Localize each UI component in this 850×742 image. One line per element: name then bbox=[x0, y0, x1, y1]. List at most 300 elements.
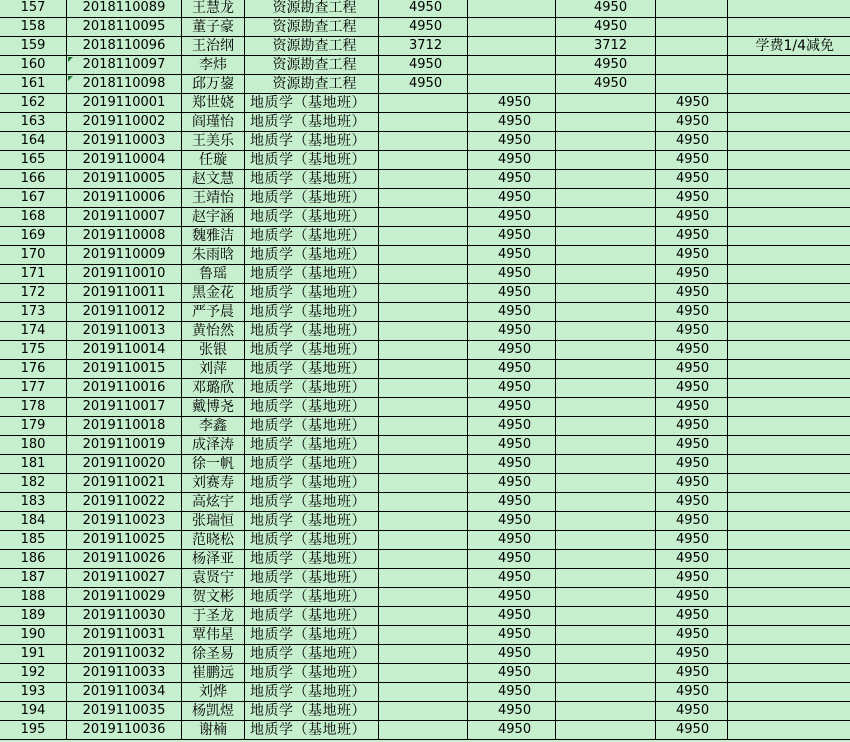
fee-column-4-cell[interactable]: 4950 bbox=[656, 607, 728, 626]
row-number-cell[interactable]: 176 bbox=[0, 360, 67, 379]
fee-column-2-cell[interactable]: 4950 bbox=[468, 360, 556, 379]
fee-column-2-cell[interactable]: 4950 bbox=[468, 683, 556, 702]
row-number-cell[interactable]: 177 bbox=[0, 379, 67, 398]
row-number-cell[interactable]: 193 bbox=[0, 683, 67, 702]
major-cell[interactable]: 地质学（基地班） bbox=[245, 132, 379, 151]
note-cell[interactable] bbox=[728, 702, 850, 721]
note-cell[interactable] bbox=[728, 360, 850, 379]
student-id-cell[interactable]: 2019110001 bbox=[67, 94, 182, 113]
fee-column-3-cell[interactable] bbox=[556, 645, 656, 664]
note-cell[interactable] bbox=[728, 189, 850, 208]
student-id-cell[interactable]: 2018110095 bbox=[67, 18, 182, 37]
student-id-cell[interactable]: 2019110023 bbox=[67, 512, 182, 531]
fee-column-3-cell[interactable] bbox=[556, 531, 656, 550]
student-name-cell[interactable]: 魏雅洁 bbox=[182, 227, 245, 246]
fee-column-2-cell[interactable] bbox=[468, 37, 556, 56]
note-cell[interactable] bbox=[728, 588, 850, 607]
fee-column-1-cell[interactable] bbox=[379, 170, 468, 189]
fee-column-4-cell[interactable]: 4950 bbox=[656, 493, 728, 512]
student-id-cell[interactable]: 2019110036 bbox=[67, 721, 182, 740]
fee-column-1-cell[interactable]: 4950 bbox=[379, 75, 468, 94]
student-id-cell[interactable]: 2019110016 bbox=[67, 379, 182, 398]
row-number-cell[interactable]: 163 bbox=[0, 113, 67, 132]
row-number-cell[interactable]: 170 bbox=[0, 246, 67, 265]
fee-column-1-cell[interactable] bbox=[379, 189, 468, 208]
fee-column-1-cell[interactable] bbox=[379, 607, 468, 626]
fee-column-1-cell[interactable] bbox=[379, 94, 468, 113]
fee-column-3-cell[interactable] bbox=[556, 94, 656, 113]
fee-column-2-cell[interactable]: 4950 bbox=[468, 550, 556, 569]
student-name-cell[interactable]: 徐圣易 bbox=[182, 645, 245, 664]
row-number-cell[interactable]: 171 bbox=[0, 265, 67, 284]
fee-column-1-cell[interactable] bbox=[379, 132, 468, 151]
fee-column-4-cell[interactable]: 4950 bbox=[656, 474, 728, 493]
fee-column-3-cell[interactable] bbox=[556, 398, 656, 417]
major-cell[interactable]: 地质学（基地班） bbox=[245, 550, 379, 569]
student-name-cell[interactable]: 任璇 bbox=[182, 151, 245, 170]
student-name-cell[interactable]: 杨凯煜 bbox=[182, 702, 245, 721]
fee-column-1-cell[interactable] bbox=[379, 265, 468, 284]
fee-column-1-cell[interactable] bbox=[379, 569, 468, 588]
fee-column-2-cell[interactable]: 4950 bbox=[468, 246, 556, 265]
row-number-cell[interactable]: 172 bbox=[0, 284, 67, 303]
major-cell[interactable]: 地质学（基地班） bbox=[245, 626, 379, 645]
note-cell[interactable] bbox=[728, 18, 850, 37]
student-id-cell[interactable]: 2019110012 bbox=[67, 303, 182, 322]
major-cell[interactable]: 地质学（基地班） bbox=[245, 664, 379, 683]
row-number-cell[interactable]: 183 bbox=[0, 493, 67, 512]
fee-column-1-cell[interactable] bbox=[379, 683, 468, 702]
student-id-cell[interactable]: 2019110030 bbox=[67, 607, 182, 626]
major-cell[interactable]: 地质学（基地班） bbox=[245, 265, 379, 284]
fee-column-1-cell[interactable] bbox=[379, 474, 468, 493]
major-cell[interactable]: 地质学（基地班） bbox=[245, 721, 379, 740]
fee-column-3-cell[interactable] bbox=[556, 550, 656, 569]
fee-column-2-cell[interactable]: 4950 bbox=[468, 208, 556, 227]
fee-column-2-cell[interactable]: 4950 bbox=[468, 607, 556, 626]
student-id-cell[interactable]: 2019110027 bbox=[67, 569, 182, 588]
fee-column-2-cell[interactable]: 4950 bbox=[468, 664, 556, 683]
student-name-cell[interactable]: 于圣龙 bbox=[182, 607, 245, 626]
student-id-cell[interactable]: 2019110026 bbox=[67, 550, 182, 569]
student-id-cell[interactable]: 2019110004 bbox=[67, 151, 182, 170]
fee-column-2-cell[interactable]: 4950 bbox=[468, 265, 556, 284]
major-cell[interactable]: 地质学（基地班） bbox=[245, 436, 379, 455]
student-name-cell[interactable]: 杨泽亚 bbox=[182, 550, 245, 569]
fee-column-4-cell[interactable]: 4950 bbox=[656, 151, 728, 170]
student-name-cell[interactable]: 阎瑾怡 bbox=[182, 113, 245, 132]
major-cell[interactable]: 地质学（基地班） bbox=[245, 246, 379, 265]
fee-column-2-cell[interactable]: 4950 bbox=[468, 303, 556, 322]
student-id-cell[interactable]: 2019110017 bbox=[67, 398, 182, 417]
student-name-cell[interactable]: 邓璐欣 bbox=[182, 379, 245, 398]
row-number-cell[interactable]: 164 bbox=[0, 132, 67, 151]
student-id-cell[interactable]: 2019110035 bbox=[67, 702, 182, 721]
student-id-cell[interactable]: 2018110097 bbox=[67, 56, 182, 75]
fee-column-3-cell[interactable] bbox=[556, 170, 656, 189]
student-id-cell[interactable]: 2019110020 bbox=[67, 455, 182, 474]
fee-column-4-cell[interactable]: 4950 bbox=[656, 246, 728, 265]
fee-column-4-cell[interactable]: 4950 bbox=[656, 360, 728, 379]
note-cell[interactable] bbox=[728, 607, 850, 626]
fee-column-3-cell[interactable] bbox=[556, 474, 656, 493]
fee-column-4-cell[interactable]: 4950 bbox=[656, 455, 728, 474]
major-cell[interactable]: 地质学（基地班） bbox=[245, 512, 379, 531]
fee-column-2-cell[interactable]: 4950 bbox=[468, 474, 556, 493]
fee-column-4-cell[interactable]: 4950 bbox=[656, 113, 728, 132]
fee-column-1-cell[interactable] bbox=[379, 436, 468, 455]
fee-column-1-cell[interactable] bbox=[379, 588, 468, 607]
row-number-cell[interactable]: 184 bbox=[0, 512, 67, 531]
fee-column-4-cell[interactable]: 4950 bbox=[656, 208, 728, 227]
note-cell[interactable] bbox=[728, 436, 850, 455]
student-name-cell[interactable]: 黑金花 bbox=[182, 284, 245, 303]
student-name-cell[interactable]: 王慧龙 bbox=[182, 0, 245, 18]
student-id-cell[interactable]: 2019110022 bbox=[67, 493, 182, 512]
major-cell[interactable]: 地质学（基地班） bbox=[245, 474, 379, 493]
major-cell[interactable]: 地质学（基地班） bbox=[245, 208, 379, 227]
student-name-cell[interactable]: 赵宇涵 bbox=[182, 208, 245, 227]
note-cell[interactable] bbox=[728, 113, 850, 132]
fee-column-1-cell[interactable]: 3712 bbox=[379, 37, 468, 56]
fee-column-3-cell[interactable] bbox=[556, 151, 656, 170]
row-number-cell[interactable]: 165 bbox=[0, 151, 67, 170]
student-id-cell[interactable]: 2019110018 bbox=[67, 417, 182, 436]
fee-column-1-cell[interactable] bbox=[379, 208, 468, 227]
row-number-cell[interactable]: 169 bbox=[0, 227, 67, 246]
major-cell[interactable]: 地质学（基地班） bbox=[245, 493, 379, 512]
fee-column-1-cell[interactable] bbox=[379, 151, 468, 170]
student-name-cell[interactable]: 贺文彬 bbox=[182, 588, 245, 607]
major-cell[interactable]: 资源勘查工程 bbox=[245, 37, 379, 56]
note-cell[interactable] bbox=[728, 664, 850, 683]
row-number-cell[interactable]: 192 bbox=[0, 664, 67, 683]
fee-column-4-cell[interactable]: 4950 bbox=[656, 417, 728, 436]
student-id-cell[interactable]: 2019110032 bbox=[67, 645, 182, 664]
fee-column-2-cell[interactable]: 4950 bbox=[468, 455, 556, 474]
fee-column-3-cell[interactable] bbox=[556, 284, 656, 303]
fee-column-1-cell[interactable]: 4950 bbox=[379, 56, 468, 75]
row-number-cell[interactable]: 180 bbox=[0, 436, 67, 455]
row-number-cell[interactable]: 168 bbox=[0, 208, 67, 227]
fee-column-4-cell[interactable]: 4950 bbox=[656, 436, 728, 455]
fee-column-1-cell[interactable] bbox=[379, 531, 468, 550]
row-number-cell[interactable]: 191 bbox=[0, 645, 67, 664]
fee-column-3-cell[interactable] bbox=[556, 379, 656, 398]
fee-column-2-cell[interactable]: 4950 bbox=[468, 417, 556, 436]
note-cell[interactable]: 学费1/4减免 bbox=[755, 38, 834, 54]
note-cell[interactable] bbox=[728, 265, 850, 284]
major-cell[interactable]: 地质学（基地班） bbox=[245, 151, 379, 170]
fee-column-1-cell[interactable] bbox=[379, 645, 468, 664]
major-cell[interactable]: 资源勘查工程 bbox=[245, 56, 379, 75]
major-cell[interactable]: 地质学（基地班） bbox=[245, 170, 379, 189]
note-cell[interactable] bbox=[728, 94, 850, 113]
error-indicator-icon[interactable] bbox=[68, 57, 73, 62]
fee-column-4-cell[interactable]: 4950 bbox=[656, 721, 728, 740]
fee-column-3-cell[interactable] bbox=[556, 189, 656, 208]
note-cell[interactable] bbox=[728, 170, 850, 189]
note-cell[interactable] bbox=[728, 569, 850, 588]
row-number-cell[interactable]: 160 bbox=[0, 56, 67, 75]
student-id-cell[interactable]: 2019110031 bbox=[67, 626, 182, 645]
fee-column-3-cell[interactable] bbox=[556, 455, 656, 474]
major-cell[interactable]: 地质学（基地班） bbox=[245, 569, 379, 588]
fee-column-1-cell[interactable] bbox=[379, 227, 468, 246]
fee-column-2-cell[interactable]: 4950 bbox=[468, 645, 556, 664]
student-id-cell[interactable]: 2019110008 bbox=[67, 227, 182, 246]
note-cell[interactable] bbox=[728, 379, 850, 398]
fee-column-4-cell[interactable]: 4950 bbox=[656, 588, 728, 607]
fee-column-3-cell[interactable] bbox=[556, 113, 656, 132]
student-id-cell[interactable]: 2018110098 bbox=[67, 75, 182, 94]
student-id-cell[interactable]: 2018110089 bbox=[67, 0, 182, 18]
major-cell[interactable]: 地质学（基地班） bbox=[245, 588, 379, 607]
fee-column-4-cell[interactable]: 4950 bbox=[656, 569, 728, 588]
fee-column-4-cell[interactable]: 4950 bbox=[656, 531, 728, 550]
student-name-cell[interactable]: 袁贤宁 bbox=[182, 569, 245, 588]
fee-column-2-cell[interactable]: 4950 bbox=[468, 569, 556, 588]
major-cell[interactable]: 地质学（基地班） bbox=[245, 284, 379, 303]
fee-column-1-cell[interactable] bbox=[379, 664, 468, 683]
fee-column-4-cell[interactable] bbox=[656, 56, 728, 75]
student-name-cell[interactable]: 朱雨晗 bbox=[182, 246, 245, 265]
note-cell[interactable] bbox=[728, 0, 850, 18]
fee-column-2-cell[interactable]: 4950 bbox=[468, 721, 556, 740]
fee-column-2-cell[interactable]: 4950 bbox=[468, 322, 556, 341]
fee-column-2-cell[interactable]: 4950 bbox=[468, 341, 556, 360]
student-name-cell[interactable]: 赵文慧 bbox=[182, 170, 245, 189]
fee-column-3-cell[interactable]: 4950 bbox=[556, 56, 656, 75]
fee-column-3-cell[interactable] bbox=[556, 265, 656, 284]
row-number-cell[interactable]: 161 bbox=[0, 75, 67, 94]
fee-column-2-cell[interactable]: 4950 bbox=[468, 132, 556, 151]
row-number-cell[interactable]: 175 bbox=[0, 341, 67, 360]
fee-column-2-cell[interactable]: 4950 bbox=[468, 94, 556, 113]
note-cell[interactable] bbox=[728, 626, 850, 645]
fee-column-4-cell[interactable]: 4950 bbox=[656, 322, 728, 341]
fee-column-1-cell[interactable] bbox=[379, 493, 468, 512]
row-number-cell[interactable]: 157 bbox=[0, 0, 67, 18]
fee-column-4-cell[interactable]: 4950 bbox=[656, 512, 728, 531]
student-name-cell[interactable]: 覃伟星 bbox=[182, 626, 245, 645]
major-cell[interactable]: 地质学（基地班） bbox=[245, 303, 379, 322]
row-number-cell[interactable]: 181 bbox=[0, 455, 67, 474]
row-number-cell[interactable]: 173 bbox=[0, 303, 67, 322]
fee-column-2-cell[interactable] bbox=[468, 56, 556, 75]
row-number-cell[interactable]: 162 bbox=[0, 94, 67, 113]
student-id-cell[interactable]: 2019110015 bbox=[67, 360, 182, 379]
fee-column-4-cell[interactable]: 4950 bbox=[656, 645, 728, 664]
note-cell[interactable] bbox=[728, 683, 850, 702]
note-cell[interactable] bbox=[728, 645, 850, 664]
note-cell[interactable] bbox=[728, 132, 850, 151]
fee-column-3-cell[interactable] bbox=[556, 493, 656, 512]
student-name-cell[interactable]: 高炫宇 bbox=[182, 493, 245, 512]
note-cell[interactable] bbox=[728, 721, 850, 740]
fee-column-2-cell[interactable]: 4950 bbox=[468, 398, 556, 417]
student-id-cell[interactable]: 2019110034 bbox=[67, 683, 182, 702]
fee-column-2-cell[interactable]: 4950 bbox=[468, 588, 556, 607]
note-cell[interactable] bbox=[728, 75, 850, 94]
fee-column-1-cell[interactable] bbox=[379, 455, 468, 474]
fee-column-2-cell[interactable]: 4950 bbox=[468, 113, 556, 132]
row-number-cell[interactable]: 189 bbox=[0, 607, 67, 626]
student-name-cell[interactable]: 崔鹏远 bbox=[182, 664, 245, 683]
fee-column-4-cell[interactable] bbox=[656, 18, 728, 37]
major-cell[interactable]: 地质学（基地班） bbox=[245, 189, 379, 208]
student-id-cell[interactable]: 2019110014 bbox=[67, 341, 182, 360]
fee-column-3-cell[interactable] bbox=[556, 132, 656, 151]
fee-column-4-cell[interactable]: 4950 bbox=[656, 626, 728, 645]
fee-column-1-cell[interactable] bbox=[379, 721, 468, 740]
fee-column-2-cell[interactable]: 4950 bbox=[468, 436, 556, 455]
fee-column-3-cell[interactable] bbox=[556, 512, 656, 531]
row-number-cell[interactable]: 179 bbox=[0, 417, 67, 436]
student-name-cell[interactable]: 鲁瑶 bbox=[182, 265, 245, 284]
student-name-cell[interactable]: 董子豪 bbox=[182, 18, 245, 37]
student-name-cell[interactable]: 李炜 bbox=[182, 56, 245, 75]
fee-column-4-cell[interactable]: 4950 bbox=[656, 132, 728, 151]
major-cell[interactable]: 地质学（基地班） bbox=[245, 398, 379, 417]
fee-column-4-cell[interactable]: 4950 bbox=[656, 189, 728, 208]
fee-column-2-cell[interactable]: 4950 bbox=[468, 379, 556, 398]
fee-column-1-cell[interactable] bbox=[379, 512, 468, 531]
student-id-cell[interactable]: 2019110029 bbox=[67, 588, 182, 607]
fee-column-3-cell[interactable] bbox=[556, 417, 656, 436]
student-name-cell[interactable]: 刘烨 bbox=[182, 683, 245, 702]
note-cell[interactable] bbox=[728, 303, 850, 322]
fee-column-1-cell[interactable] bbox=[379, 702, 468, 721]
note-cell[interactable] bbox=[728, 208, 850, 227]
fee-column-1-cell[interactable] bbox=[379, 322, 468, 341]
fee-column-3-cell[interactable] bbox=[556, 664, 656, 683]
student-id-cell[interactable]: 2019110019 bbox=[67, 436, 182, 455]
major-cell[interactable]: 资源勘查工程 bbox=[245, 75, 379, 94]
fee-column-1-cell[interactable] bbox=[379, 398, 468, 417]
row-number-cell[interactable]: 188 bbox=[0, 588, 67, 607]
fee-column-2-cell[interactable]: 4950 bbox=[468, 151, 556, 170]
major-cell[interactable]: 地质学（基地班） bbox=[245, 341, 379, 360]
note-cell[interactable] bbox=[728, 322, 850, 341]
fee-column-4-cell[interactable]: 4950 bbox=[656, 265, 728, 284]
student-name-cell[interactable]: 成泽涛 bbox=[182, 436, 245, 455]
fee-column-1-cell[interactable] bbox=[379, 303, 468, 322]
fee-column-1-cell[interactable] bbox=[379, 379, 468, 398]
major-cell[interactable]: 地质学（基地班） bbox=[245, 113, 379, 132]
major-cell[interactable]: 地质学（基地班） bbox=[245, 531, 379, 550]
fee-column-2-cell[interactable]: 4950 bbox=[468, 284, 556, 303]
major-cell[interactable]: 资源勘查工程 bbox=[245, 0, 379, 18]
student-name-cell[interactable]: 邱万鋆 bbox=[182, 75, 245, 94]
fee-column-3-cell[interactable] bbox=[556, 626, 656, 645]
student-id-cell[interactable]: 2019110011 bbox=[67, 284, 182, 303]
student-id-cell[interactable]: 2019110005 bbox=[67, 170, 182, 189]
note-cell[interactable] bbox=[728, 56, 850, 75]
major-cell[interactable]: 地质学（基地班） bbox=[245, 360, 379, 379]
note-cell[interactable] bbox=[728, 284, 850, 303]
fee-column-3-cell[interactable] bbox=[556, 683, 656, 702]
fee-column-1-cell[interactable] bbox=[379, 113, 468, 132]
fee-column-3-cell[interactable]: 4950 bbox=[556, 18, 656, 37]
fee-column-3-cell[interactable] bbox=[556, 341, 656, 360]
fee-column-4-cell[interactable]: 4950 bbox=[656, 94, 728, 113]
note-cell[interactable] bbox=[728, 398, 850, 417]
note-cell[interactable] bbox=[728, 227, 850, 246]
fee-column-1-cell[interactable] bbox=[379, 360, 468, 379]
student-id-cell[interactable]: 2019110006 bbox=[67, 189, 182, 208]
fee-column-3-cell[interactable] bbox=[556, 607, 656, 626]
row-number-cell[interactable]: 186 bbox=[0, 550, 67, 569]
row-number-cell[interactable]: 187 bbox=[0, 569, 67, 588]
fee-column-2-cell[interactable] bbox=[468, 0, 556, 18]
fee-column-3-cell[interactable]: 3712 bbox=[556, 37, 656, 56]
student-id-cell[interactable]: 2018110096 bbox=[67, 37, 182, 56]
note-cell[interactable] bbox=[728, 493, 850, 512]
student-name-cell[interactable]: 张银 bbox=[182, 341, 245, 360]
student-id-cell[interactable]: 2019110033 bbox=[67, 664, 182, 683]
fee-column-1-cell[interactable]: 4950 bbox=[379, 0, 468, 18]
major-cell[interactable]: 地质学（基地班） bbox=[245, 645, 379, 664]
note-cell[interactable] bbox=[728, 531, 850, 550]
fee-column-3-cell[interactable] bbox=[556, 721, 656, 740]
row-number-cell[interactable]: 174 bbox=[0, 322, 67, 341]
student-name-cell[interactable]: 严予晨 bbox=[182, 303, 245, 322]
major-cell[interactable]: 地质学（基地班） bbox=[245, 417, 379, 436]
fee-column-2-cell[interactable] bbox=[468, 75, 556, 94]
major-cell[interactable]: 地质学（基地班） bbox=[245, 227, 379, 246]
student-name-cell[interactable]: 戴博尧 bbox=[182, 398, 245, 417]
fee-column-4-cell[interactable]: 4950 bbox=[656, 227, 728, 246]
fee-column-4-cell[interactable]: 4950 bbox=[656, 379, 728, 398]
fee-column-2-cell[interactable] bbox=[468, 18, 556, 37]
student-name-cell[interactable]: 刘萍 bbox=[182, 360, 245, 379]
student-name-cell[interactable]: 王美乐 bbox=[182, 132, 245, 151]
fee-column-2-cell[interactable]: 4950 bbox=[468, 189, 556, 208]
error-indicator-icon[interactable] bbox=[68, 76, 73, 81]
fee-column-2-cell[interactable]: 4950 bbox=[468, 512, 556, 531]
fee-column-3-cell[interactable] bbox=[556, 588, 656, 607]
student-name-cell[interactable]: 徐一帆 bbox=[182, 455, 245, 474]
major-cell[interactable]: 地质学（基地班） bbox=[245, 322, 379, 341]
row-number-cell[interactable]: 166 bbox=[0, 170, 67, 189]
fee-column-4-cell[interactable]: 4950 bbox=[656, 702, 728, 721]
major-cell[interactable]: 地质学（基地班） bbox=[245, 607, 379, 626]
row-number-cell[interactable]: 158 bbox=[0, 18, 67, 37]
row-number-cell[interactable]: 190 bbox=[0, 626, 67, 645]
fee-column-4-cell[interactable]: 4950 bbox=[656, 550, 728, 569]
student-id-cell[interactable]: 2019110010 bbox=[67, 265, 182, 284]
student-id-cell[interactable]: 2019110021 bbox=[67, 474, 182, 493]
student-name-cell[interactable]: 王靖怡 bbox=[182, 189, 245, 208]
row-number-cell[interactable]: 195 bbox=[0, 721, 67, 740]
major-cell[interactable]: 地质学（基地班） bbox=[245, 455, 379, 474]
fee-column-3-cell[interactable] bbox=[556, 246, 656, 265]
note-cell[interactable] bbox=[728, 512, 850, 531]
row-number-cell[interactable]: 159 bbox=[0, 37, 67, 56]
major-cell[interactable]: 地质学（基地班） bbox=[245, 94, 379, 113]
fee-column-1-cell[interactable] bbox=[379, 246, 468, 265]
major-cell[interactable]: 地质学（基地班） bbox=[245, 702, 379, 721]
fee-column-3-cell[interactable] bbox=[556, 569, 656, 588]
major-cell[interactable]: 地质学（基地班） bbox=[245, 379, 379, 398]
fee-column-2-cell[interactable]: 4950 bbox=[468, 170, 556, 189]
note-cell[interactable] bbox=[728, 474, 850, 493]
student-name-cell[interactable]: 张瑞恒 bbox=[182, 512, 245, 531]
fee-column-1-cell[interactable] bbox=[379, 341, 468, 360]
note-cell[interactable] bbox=[728, 341, 850, 360]
student-id-cell[interactable]: 2019110009 bbox=[67, 246, 182, 265]
